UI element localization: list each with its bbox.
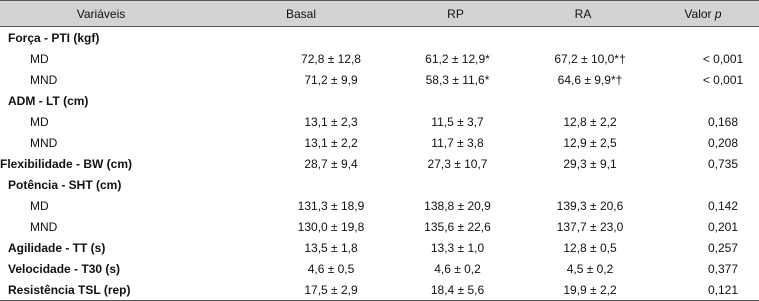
- p-value-cell: 0,201: [707, 219, 739, 234]
- sub-label: MD: [30, 198, 49, 213]
- p-value-cell: [647, 174, 759, 195]
- ra-cell: [519, 27, 647, 49]
- p-value-cell: [647, 27, 759, 49]
- rp-cell: 135,6 ± 22,6: [424, 219, 491, 234]
- p-value-cell: < 0,001: [702, 72, 744, 87]
- ra-cell: 12,8 ± 0,5: [563, 240, 617, 255]
- rp-cell: 13,3 ± 1,0: [430, 240, 485, 255]
- basal-cell: 130,0 ± 19,8: [297, 219, 365, 234]
- sub-row: [0, 69, 759, 90]
- sub-row: [0, 48, 759, 69]
- category-row: [0, 174, 759, 195]
- category-label: Potência - SHT (cm): [8, 177, 122, 192]
- table-body: [0, 27, 759, 301]
- sub-label: MND: [30, 72, 58, 87]
- category-row: [0, 27, 759, 49]
- sub-row: [0, 132, 759, 153]
- category-row: [0, 153, 759, 174]
- ra-cell: 64,6 ± 9,9*†: [557, 72, 623, 87]
- p-value-cell: 0,735: [707, 156, 739, 171]
- sub-label: MND: [30, 135, 58, 150]
- sub-row: [0, 216, 759, 237]
- category-label: Velocidade - T30 (s): [8, 261, 121, 276]
- ra-cell: 12,9 ± 2,5: [563, 135, 617, 150]
- p-value-cell: 0,208: [707, 135, 739, 150]
- rp-cell: [392, 90, 519, 111]
- basal-cell: 131,3 ± 18,9: [297, 198, 365, 213]
- basal-cell: 71,2 ± 9,9: [304, 72, 358, 87]
- category-label: Resistência TSL (rep): [0, 279, 210, 301]
- basal-cell: [210, 90, 392, 111]
- basal-cell: 13,1 ± 2,2: [304, 135, 358, 150]
- rp-cell: 138,8 ± 20,9: [424, 198, 491, 213]
- ra-cell: 29,3 ± 9,1: [563, 156, 617, 171]
- header-row: [0, 1, 759, 27]
- rp-cell: [392, 174, 519, 195]
- ra-cell: 19,9 ± 2,2: [519, 279, 647, 301]
- ra-cell: [519, 90, 647, 111]
- ra-cell: 4,5 ± 0,2: [566, 261, 614, 276]
- rp-cell: 58,3 ± 11,6*: [425, 72, 490, 87]
- header-basal: Basal: [210, 1, 392, 27]
- rp-cell: 61,2 ± 12,9*: [425, 51, 490, 66]
- category-row: [0, 279, 759, 301]
- sub-row: [0, 111, 759, 132]
- rp-cell: 27,3 ± 10,7: [427, 156, 488, 171]
- header-rp: RP: [392, 1, 519, 27]
- table-header: [0, 1, 759, 27]
- sub-row: [0, 195, 759, 216]
- header-p-prefix: Valor: [684, 6, 715, 21]
- basal-cell: 4,6 ± 0,5: [307, 261, 355, 276]
- ra-cell: 137,7 ± 23,0: [556, 219, 624, 234]
- basal-cell: [210, 174, 392, 195]
- sub-label: MND: [30, 219, 58, 234]
- basal-cell: 13,5 ± 1,8: [304, 240, 358, 255]
- sub-label: MD: [30, 114, 49, 129]
- p-value-cell: 0,257: [707, 240, 739, 255]
- basal-cell: 72,8 ± 12,8: [301, 51, 361, 66]
- header-p-italic: p: [714, 6, 722, 21]
- basal-cell: 13,1 ± 2,3: [304, 114, 358, 129]
- category-label: Flexibilidade - BW (cm): [0, 156, 133, 171]
- p-value-cell: 0,168: [707, 114, 739, 129]
- category-label: Agilidade - TT (s): [8, 240, 106, 255]
- sub-label: MD: [30, 51, 49, 66]
- p-value-cell: 0,142: [707, 198, 739, 213]
- rp-cell: [392, 27, 519, 49]
- category-row: [0, 237, 759, 258]
- category-label: ADM - LT (cm): [8, 93, 89, 108]
- p-value-cell: [647, 90, 759, 111]
- p-value-cell: 0,377: [707, 261, 739, 276]
- rp-cell: 11,7 ± 3,8: [431, 135, 484, 150]
- ra-cell: 12,8 ± 2,2: [563, 114, 617, 129]
- header-ra: RA: [519, 1, 647, 27]
- rp-cell: 18,4 ± 5,6: [392, 279, 519, 301]
- rp-cell: 4,6 ± 0,2: [434, 261, 481, 276]
- ra-cell: 67,2 ± 10,0*†: [554, 51, 626, 66]
- p-value-cell: < 0,001: [702, 51, 744, 66]
- ra-cell: 139,3 ± 20,6: [556, 198, 624, 213]
- basal-cell: 17,5 ± 2,9: [210, 279, 392, 301]
- basal-cell: [210, 27, 392, 49]
- category-row: [0, 258, 759, 279]
- ra-cell: [519, 174, 647, 195]
- category-row: [0, 90, 759, 111]
- header-variables: Variáveis: [0, 1, 210, 27]
- header-p-value: [647, 1, 759, 27]
- rp-cell: 11,5 ± 3,7: [431, 114, 484, 129]
- category-label: Força - PTI (kgf): [8, 30, 100, 45]
- basal-cell: 28,7 ± 9,4: [304, 156, 358, 171]
- p-value-cell: 0,121: [647, 279, 759, 301]
